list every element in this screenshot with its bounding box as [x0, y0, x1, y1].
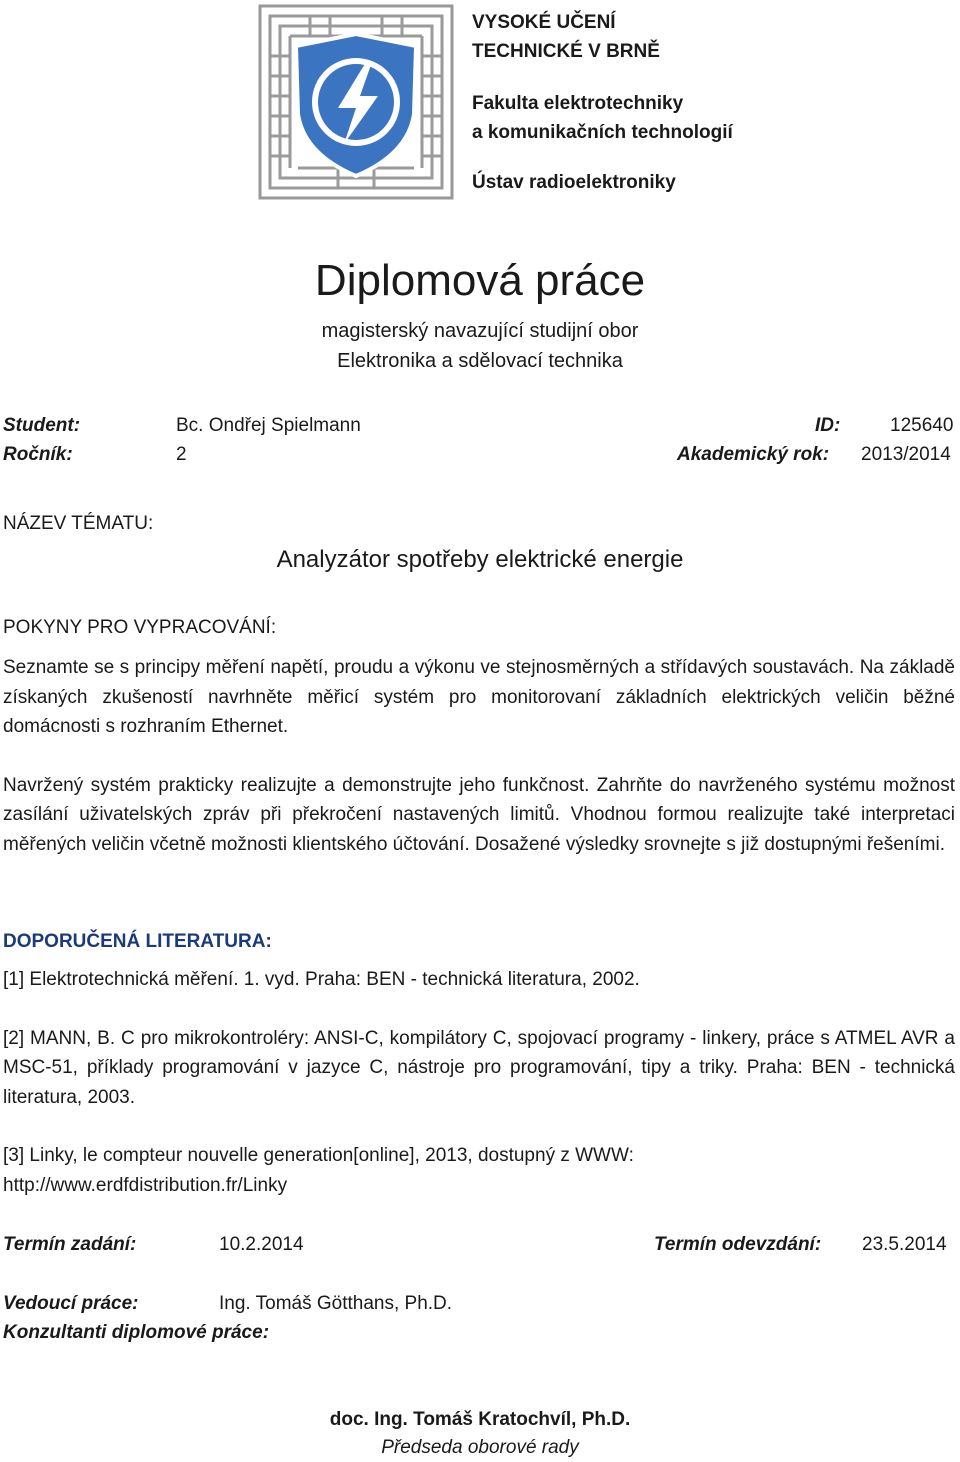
due-date: 23.5.2014	[862, 1234, 947, 1255]
faculty-name: Fakulta elektrotechniky a komunikačních technologií	[472, 93, 733, 143]
signature-role: Předseda oborové rady	[381, 1437, 579, 1458]
academic-year-label: Akademický rok:	[677, 444, 830, 465]
literature-item: [2] MANN, B. C pro mikrokontroléry: ANSI-C, kompilátory C, spojovací programy - linkery, práce s ATMEL AVR a MSC-51, příklady programování v jazyce C, nástroje pro programování, tipy a triky. Praha: BEN - technická literatura, 2003.	[3, 1027, 955, 1108]
university-name: VYSOKÉ UČENÍ TECHNICKÉ V BRNĚ	[472, 12, 660, 62]
instructions-paragraph: Navržený systém prakticky realizujte a demonstrujte jeho funkčnost. Zahrňte do navrženého systému možnost zasílání uživatelských zpráv při překročení nastavených limitů. Vhodnou formou realizujte také interpretaci měřených veličin včetně možnosti klientského účtování. Dosažené výsledky srovnejte s již dostupnými řešeními.	[3, 774, 955, 855]
student-name: Bc. Ondřej Spielmann	[176, 415, 361, 436]
assigned-date: 10.2.2014	[219, 1234, 304, 1255]
institute-name: Ústav radioelektroniky	[472, 172, 676, 193]
instructions-paragraph: Seznamte se s principy měření napětí, proudu a výkonu ve stejnosměrných a střídavých soustavách. Na základě získaných zkušeností navrhněte měřicí systém pro monitorovaní základních elektrických veličin běžné domácnosti s rozhraním Ethernet.	[3, 657, 955, 737]
year-label: Ročník:	[3, 444, 73, 465]
university-logo	[258, 4, 454, 200]
instructions-heading: POKYNY PRO VYPRACOVÁNÍ:	[3, 617, 277, 638]
topic-title: Analyzátor spotřeby elektrické energie	[276, 546, 684, 573]
signature-name: doc. Ing. Tomáš Kratochvíl, Ph.D.	[329, 1409, 631, 1430]
literature-item: [3] Linky, le compteur nouvelle generation[online], 2013, dostupný z WWW: http://www.erdfdistribution.fr/Linky	[3, 1145, 634, 1196]
assigned-date-label: Termín zadání:	[3, 1234, 137, 1255]
year-value: 2	[176, 444, 187, 465]
student-label: Student:	[3, 415, 81, 436]
id-label: ID:	[815, 415, 841, 436]
supervisor-label: Vedoucí práce:	[3, 1293, 139, 1314]
consultants-label: Konzultanti diplomové práce:	[3, 1322, 270, 1343]
literature-heading: DOPORUČENÁ LITERATURA:	[3, 931, 272, 952]
study-field: Elektronika a sdělovací technika	[337, 350, 623, 372]
supervisor-name: Ing. Tomáš Götthans, Ph.D.	[219, 1293, 453, 1314]
literature-item: [1] Elektrotechnická měření. 1. vyd. Praha: BEN - technická literatura, 2002.	[3, 969, 640, 990]
literature-list	[3, 965, 955, 1229]
study-program: magisterský navazující studijní obor	[321, 320, 639, 342]
academic-year-value: 2013/2014	[861, 444, 951, 465]
due-date-label: Termín odevzdání:	[654, 1234, 822, 1255]
document-title: Diplomová práce	[314, 256, 646, 305]
student-id: 125640	[890, 415, 954, 436]
topic-heading: NÁZEV TÉMATU:	[3, 513, 154, 534]
instructions-body	[3, 653, 955, 888]
